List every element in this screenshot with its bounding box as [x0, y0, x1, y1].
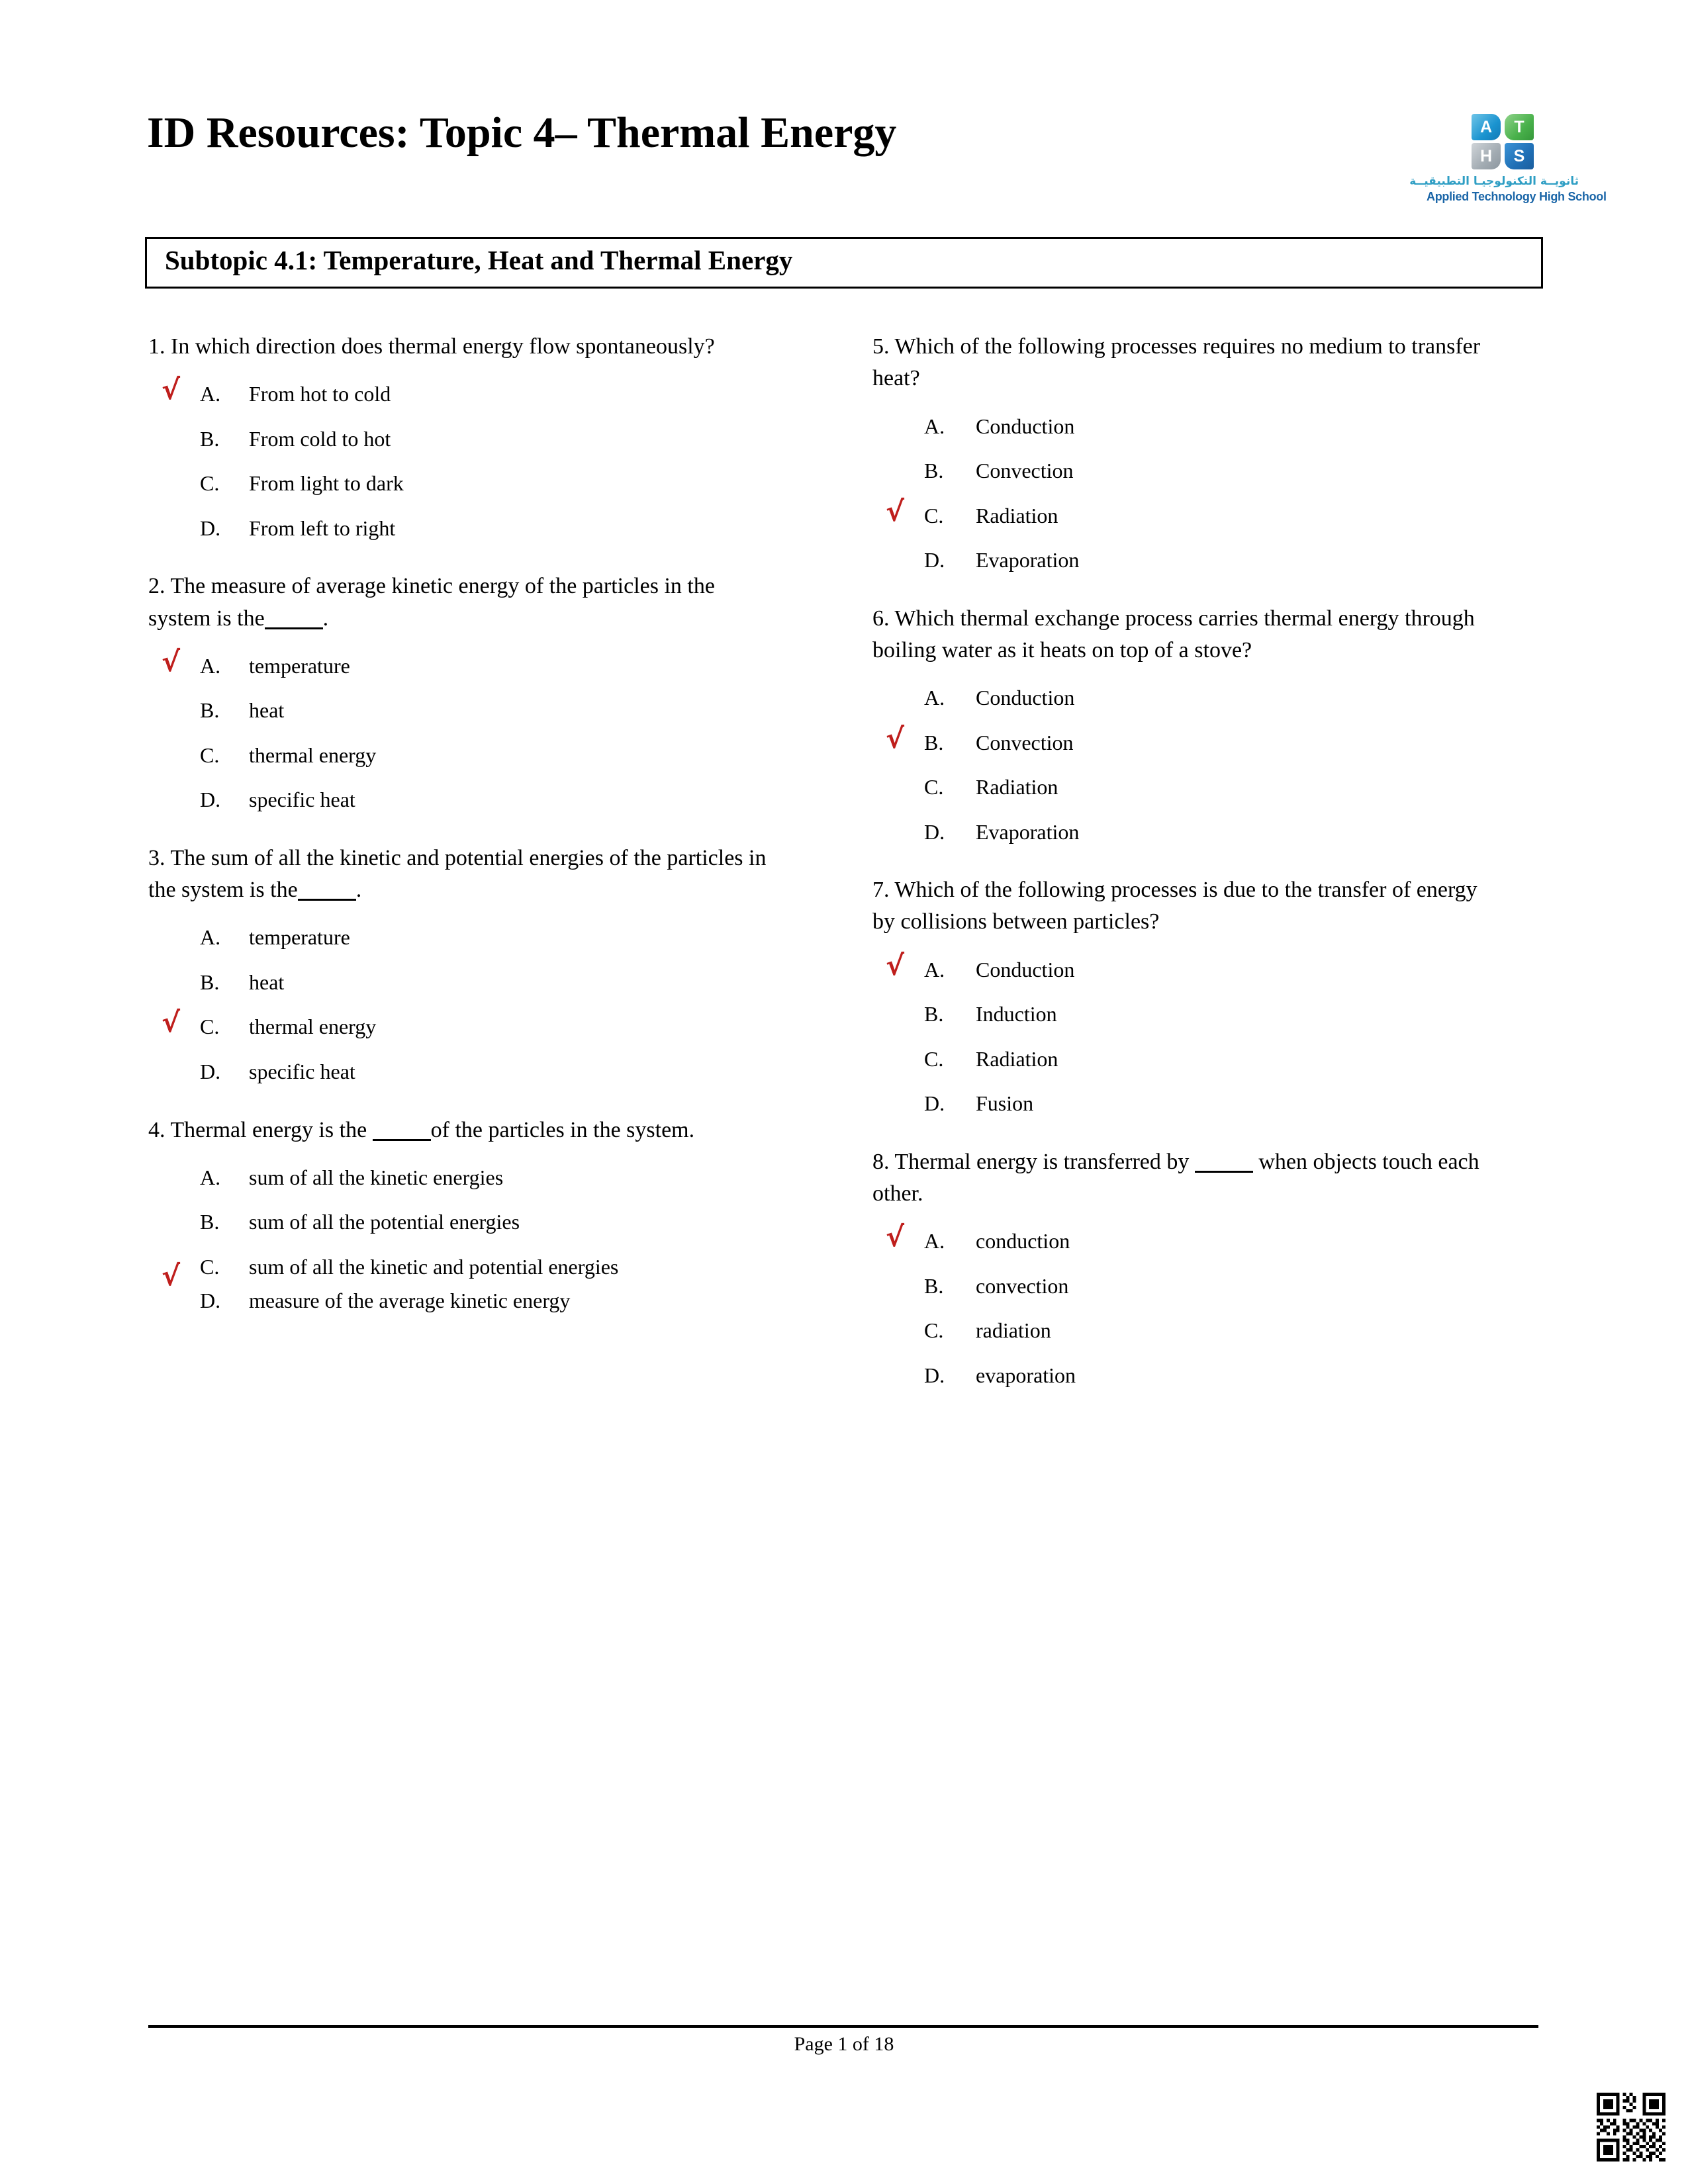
- option-text: Evaporation: [976, 819, 1080, 844]
- option-list: [886, 1220, 1495, 1390]
- option-row[interactable]: [924, 1272, 1495, 1301]
- option-row[interactable]: [924, 1361, 1495, 1390]
- question-stem: [872, 331, 1495, 395]
- option-row[interactable]: [886, 494, 1495, 531]
- option-text: conduction: [976, 1229, 1070, 1253]
- option-letter: B.: [200, 698, 220, 723]
- option-letter: C.: [200, 1015, 220, 1039]
- question-stem-text: 3. The sum of all the kinetic and potential energies of the particles in the system is the: [148, 845, 767, 903]
- option-list: [162, 373, 771, 543]
- option-row[interactable]: [924, 546, 1495, 575]
- option-letter: A.: [200, 653, 221, 678]
- option-letter: A.: [924, 686, 945, 710]
- logo-tiles: [1467, 114, 1538, 169]
- question-block: [148, 331, 771, 543]
- option-row[interactable]: [200, 968, 771, 997]
- option-text: measure of the average kinetic energy: [249, 1289, 571, 1313]
- option-list: [162, 923, 771, 1086]
- option-text: From left to right: [249, 516, 396, 540]
- option-text: convection: [976, 1273, 1069, 1298]
- option-letter: C.: [200, 471, 220, 496]
- question-stem: [872, 874, 1495, 938]
- footer-divider: [148, 2025, 1538, 2028]
- option-letter: A.: [200, 925, 221, 950]
- option-letter: A.: [200, 1165, 221, 1189]
- checkmark-icon: √: [162, 373, 181, 406]
- option-text: specific heat: [249, 1060, 355, 1083]
- question-column-left: [148, 331, 771, 1343]
- option-row[interactable]: [200, 425, 771, 454]
- option-text: Evaporation: [976, 548, 1080, 572]
- option-list: [162, 1163, 771, 1316]
- option-row[interactable]: [200, 514, 771, 543]
- option-letter: B.: [200, 970, 220, 994]
- option-letter: D.: [200, 516, 221, 540]
- option-letter: D.: [924, 1363, 945, 1387]
- option-text: thermal energy: [249, 743, 377, 767]
- question-block: [148, 1115, 771, 1316]
- option-letter: C.: [924, 503, 944, 527]
- question-stem-text: 4. Thermal energy is the: [148, 1117, 373, 1142]
- question-stem-text: 2. The measure of average kinetic energy of the particles in the system is the: [148, 574, 715, 631]
- option-row[interactable]: [200, 923, 771, 952]
- option-letter: C.: [924, 1318, 944, 1343]
- checkmark-icon: √: [162, 645, 181, 678]
- option-text: sum of all the kinetic energies: [249, 1165, 504, 1189]
- option-text: Conduction: [976, 414, 1075, 438]
- question-block: [148, 842, 771, 1087]
- option-list: [162, 645, 771, 815]
- option-row[interactable]: [200, 741, 771, 770]
- page-number: Page 1 of 18: [794, 2033, 894, 2055]
- option-text: heat: [249, 970, 285, 994]
- fill-in-blank: [298, 899, 356, 901]
- question-stem-text: 8. Thermal energy is transferred by: [872, 1149, 1195, 1174]
- option-letter: D.: [924, 819, 945, 844]
- question-stem: [148, 570, 771, 635]
- option-text: Convection: [976, 730, 1074, 754]
- option-letter: B.: [924, 1273, 944, 1298]
- option-row[interactable]: [924, 773, 1495, 802]
- option-row[interactable]: [924, 457, 1495, 486]
- qr-code-icon: [1597, 2093, 1665, 2161]
- option-letter: B.: [200, 1210, 220, 1234]
- option-text: From hot to cold: [249, 382, 391, 406]
- option-row[interactable]: [200, 1163, 771, 1193]
- option-text: Fusion: [976, 1091, 1034, 1116]
- checkmark-icon: √: [162, 1006, 181, 1039]
- checkmark-icon: √: [886, 1220, 905, 1253]
- question-column-right: [872, 331, 1495, 1418]
- checkmark-icon: √: [162, 1259, 181, 1292]
- option-letter: D.: [924, 1091, 945, 1116]
- option-letter: C.: [200, 1254, 220, 1279]
- question-stem: [148, 331, 771, 363]
- option-letter: D.: [200, 788, 221, 812]
- fill-in-blank: [373, 1139, 431, 1141]
- option-letter: A.: [924, 414, 945, 438]
- option-text: sum of all the potential energies: [249, 1210, 520, 1234]
- subtopic-box: [145, 237, 1543, 289]
- question-stem-text: .: [355, 878, 362, 903]
- fill-in-blank: [265, 627, 323, 629]
- option-list: [886, 948, 1495, 1118]
- option-row[interactable]: [886, 948, 1495, 985]
- option-row[interactable]: [924, 684, 1495, 713]
- option-letter: A.: [924, 957, 945, 981]
- option-row[interactable]: [924, 1089, 1495, 1118]
- option-letter: B.: [924, 459, 944, 483]
- option-text: Radiation: [976, 775, 1058, 799]
- option-row[interactable]: [200, 1287, 771, 1316]
- logo-tile-h: H: [1472, 143, 1501, 169]
- page-header: [0, 0, 1688, 225]
- option-letter: C.: [924, 1046, 944, 1071]
- option-text: sum of all the kinetic and potential energies: [249, 1254, 619, 1279]
- option-letter: C.: [200, 743, 220, 767]
- question-stem: [872, 603, 1495, 667]
- checkmark-icon: √: [886, 948, 905, 981]
- logo-arabic-name: ثانويــة التكنولوجيـا التطبيقيــة: [1409, 175, 1579, 188]
- option-letter: B.: [924, 1002, 944, 1026]
- option-text: temperature: [249, 925, 350, 950]
- logo-tile-s: S: [1505, 143, 1534, 169]
- option-text: Conduction: [976, 957, 1075, 981]
- question-stem: [148, 842, 771, 907]
- question-block: [872, 874, 1495, 1118]
- school-logo: [1409, 114, 1607, 220]
- option-row[interactable]: [924, 1045, 1495, 1074]
- option-row[interactable]: [200, 786, 771, 815]
- option-letter: B.: [200, 426, 220, 451]
- option-letter: D.: [200, 1060, 221, 1083]
- question-stem-text: when objects touch each other.: [872, 1149, 1479, 1206]
- option-letter: D.: [924, 548, 945, 572]
- fill-in-blank: [1195, 1171, 1253, 1173]
- option-row[interactable]: [200, 469, 771, 498]
- question-stem-text: 7. Which of the following processes is due to the transfer of energy by collisions between particles?: [872, 878, 1477, 934]
- logo-tile-t: T: [1505, 114, 1534, 140]
- option-row[interactable]: [924, 1316, 1495, 1345]
- option-text: Conduction: [976, 686, 1075, 710]
- option-letter: D.: [200, 1289, 221, 1313]
- checkmark-icon: √: [886, 494, 905, 527]
- question-stem-text: 6. Which thermal exchange process carries thermal energy through boiling water as it heats on top of a stove?: [872, 606, 1475, 662]
- question-stem-text: .: [322, 606, 329, 631]
- question-stem: [872, 1146, 1495, 1210]
- question-block: [148, 570, 771, 815]
- option-row[interactable]: [924, 1000, 1495, 1029]
- question-block: [872, 603, 1495, 847]
- checkmark-icon: √: [886, 721, 905, 754]
- option-row[interactable]: [200, 696, 771, 725]
- option-text: heat: [249, 698, 285, 723]
- option-row[interactable]: [200, 1208, 771, 1237]
- question-block: [872, 1146, 1495, 1390]
- option-row[interactable]: [162, 373, 771, 409]
- option-row[interactable]: [924, 412, 1495, 441]
- option-row[interactable]: [886, 1220, 1495, 1256]
- option-text: Convection: [976, 459, 1074, 483]
- question-stem: [148, 1115, 771, 1146]
- option-text: radiation: [976, 1318, 1051, 1343]
- option-letter: A.: [200, 382, 221, 406]
- option-text: evaporation: [976, 1363, 1076, 1387]
- question-stem-text: 1. In which direction does thermal energy flow spontaneously?: [148, 334, 715, 359]
- option-letter: C.: [924, 775, 944, 799]
- question-stem-text: 5. Which of the following processes requires no medium to transfer heat?: [872, 334, 1481, 391]
- option-letter: A.: [924, 1229, 945, 1253]
- option-text: Induction: [976, 1002, 1057, 1026]
- question-block: [872, 331, 1495, 575]
- option-list: [886, 412, 1495, 575]
- option-text: thermal energy: [249, 1015, 377, 1039]
- option-text: Radiation: [976, 1046, 1058, 1071]
- option-row[interactable]: [924, 818, 1495, 847]
- option-text: specific heat: [249, 788, 355, 812]
- logo-tile-a: A: [1472, 114, 1501, 140]
- option-row[interactable]: [200, 1058, 771, 1087]
- option-letter: B.: [924, 730, 944, 754]
- option-row[interactable]: [162, 1006, 771, 1042]
- question-stem-text: of the particles in the system.: [430, 1117, 695, 1142]
- option-text: From light to dark: [249, 471, 404, 496]
- subtopic-title: Subtopic 4.1: Temperature, Heat and Thermal Energy: [165, 245, 793, 275]
- logo-english-name: Applied Technology High School: [1427, 190, 1607, 203]
- option-row[interactable]: [886, 721, 1495, 758]
- option-text: Radiation: [976, 503, 1058, 527]
- option-list: [886, 684, 1495, 846]
- page-title: ID Resources: Topic 4– Thermal Energy: [147, 109, 897, 157]
- option-row[interactable]: [162, 1253, 771, 1292]
- option-row[interactable]: [162, 645, 771, 681]
- option-text: From cold to hot: [249, 426, 391, 451]
- option-text: temperature: [249, 653, 350, 678]
